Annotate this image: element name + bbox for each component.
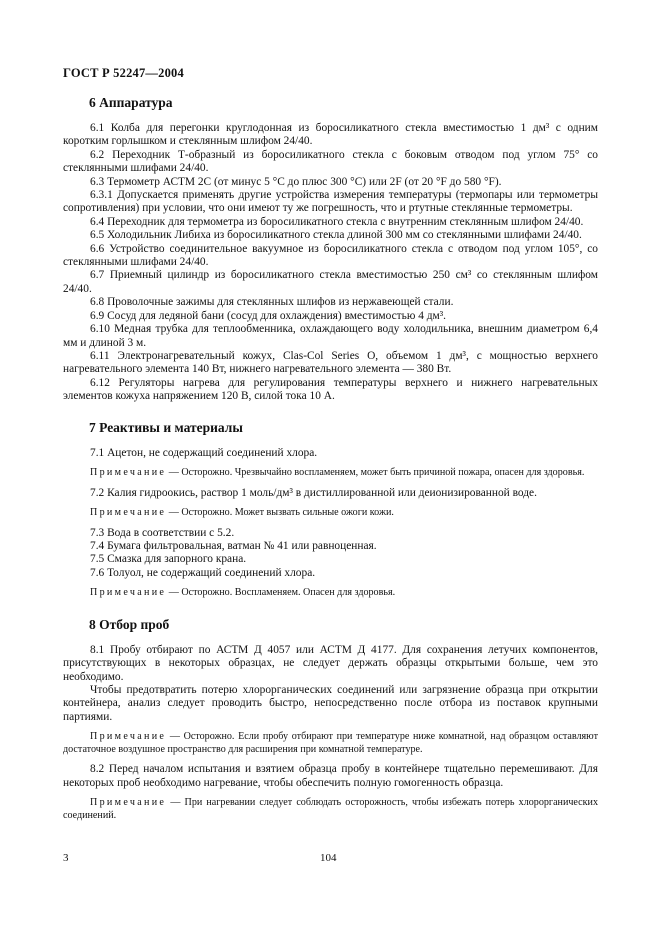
page-number-left: 3 bbox=[63, 852, 69, 864]
document-body bbox=[63, 95, 598, 829]
note bbox=[63, 731, 598, 756]
paragraph: 6.11 Электронагревательный кожух, Clas-Col Series O, объемом 1 дм³, с мощностью верхнего нагревательного элемента 140 Вт, нижнего нагревательного элемента — 380 Вт. bbox=[63, 349, 598, 376]
paragraph: 7.4 Бумага фильтровальная, ватман № 41 или равноценная. bbox=[90, 539, 377, 552]
paragraph: 6.5 Холодильник Либиха из боросиликатного стекла длиной 300 мм со стеклянными шлифами 24/40. bbox=[90, 229, 582, 242]
paragraph: 6.10 Медная трубка для теплообменника, охлаждающего воду холодильника, внешним диаметром 6,4 мм и длиной 3 м. bbox=[63, 323, 598, 349]
paragraph: 7.6 Толуол, не содержащий соединений хлора. bbox=[90, 566, 316, 579]
paragraph: 7.1 Ацетон, не содержащий соединений хлора. bbox=[90, 446, 318, 459]
paragraph: Чтобы предотвратить потерю хлорорганических соединений или загрязнение образца при открытии контейнера, анализ следует проводить быстро, непосредственно после отбора из поставок крупными партиями. bbox=[63, 683, 598, 723]
standard-header: ГОСТ Р 52247—2004 bbox=[63, 66, 184, 80]
note-label: Примечание bbox=[90, 797, 167, 809]
paragraph: 6.1 Колба для перегонки круглодонная из боросиликатного стекла вместимостью 1 дм³ с одним коротким горлышком и стеклянным шлифом 24/40. bbox=[63, 122, 598, 148]
paragraph: 6.12 Регуляторы нагрева для регулирования температуры верхнего и нижнего нагревательных элементов кожуха напряжением 120 В, силой тока 10 А. bbox=[63, 376, 598, 403]
note-text: — Осторожно. Чрезвычайно воспламеняем, может быть причиной пожара, опасен для здоровья. bbox=[166, 466, 585, 478]
paragraph: 6.3 Термометр АСТМ 2С (от минус 5 °С до плюс 300 °С) или 2F (от 20 °F до 580 °F). bbox=[90, 175, 502, 188]
section-title-reagents: 7 Реактивы и материалы bbox=[89, 419, 243, 435]
paragraph: 6.9 Сосуд для ледяной бани (сосуд для охлаждения) вместимостью 4 дм³. bbox=[90, 309, 447, 322]
paragraph: 7.5 Смазка для запорного крана. bbox=[90, 553, 247, 566]
paragraph: 8.1 Пробу отбирают по АСТМ Д 4057 или АСТМ Д 4177. Для сохранения летучих компонентов, присутствующих в некоторых образцах, не следует держать образцы открытыми больше, чем это необходимо. bbox=[63, 643, 598, 683]
paragraph: 6.2 Переходник Т-образный из боросиликатного стекла с боковым отводом под углом 75° со стеклянными шлифами 24/40. bbox=[63, 148, 598, 175]
section-title-sampling: 8 Отбор проб bbox=[89, 616, 170, 632]
note-text: — Осторожно. Если пробу отбирают при температуре ниже комнатной, над образцом оставляют достаточное воздушное пространство для расширения при комнатной температуре. bbox=[63, 731, 598, 755]
note-label: Примечание bbox=[90, 506, 167, 518]
page-number-center: 104 bbox=[320, 852, 337, 864]
note-text: — Осторожно. Воспламеняем. Опасен для здоровья. bbox=[166, 587, 396, 599]
paragraph: 7.2 Калия гидроокись, раствор 1 моль/дм³ в дистиллированной или деионизированной воде. bbox=[90, 486, 537, 499]
note-label: Примечание bbox=[90, 587, 167, 599]
paragraph: 6.3.1 Допускается применять другие устройства измерения температуры (термопары или термометры сопротивления) при условии, что они имеют ту же погрешность, что и ртутные стеклянные термометры. bbox=[63, 189, 598, 215]
note-text: — При нагревании следует соблюдать осторожность, чтобы избежать потерь хлорорганических соединений. bbox=[63, 797, 598, 821]
paragraph: 7.3 Вода в соответствии с 5.2. bbox=[90, 526, 235, 539]
note bbox=[63, 507, 598, 520]
note-text: — Осторожно. Может вызвать сильные ожоги кожи. bbox=[166, 506, 394, 518]
paragraph: 6.8 Проволочные зажимы для стеклянных шлифов из нержавеющей стали. bbox=[90, 296, 454, 309]
note bbox=[63, 797, 598, 822]
note-label: Примечание bbox=[90, 466, 167, 478]
section-title-apparatus: 6 Аппаратура bbox=[89, 95, 173, 110]
note bbox=[63, 587, 598, 600]
paragraph: 6.6 Устройство соединительное вакуумное из боросиликатного стекла с отводом под углом 105°, со стеклянными шлифами 24/40. bbox=[63, 242, 598, 269]
paragraph: 8.2 Перед началом испытания и взятием образца пробу в контейнере тщательно перемешивают. Для некоторых проб необходимо нагревание, чтобы обеспечить полную гомогенность образца. bbox=[63, 763, 598, 789]
paragraph: 6.4 Переходник для термометра из боросиликатного стекла с внутренним стеклянным шлифом 24/40. bbox=[90, 215, 584, 228]
note bbox=[63, 467, 598, 480]
note-label: Примечание bbox=[90, 731, 167, 743]
paragraph: 6.7 Приемный цилиндр из боросиликатного стекла вместимостью 250 см³ со стеклянным шлифом 24/40. bbox=[63, 269, 598, 295]
